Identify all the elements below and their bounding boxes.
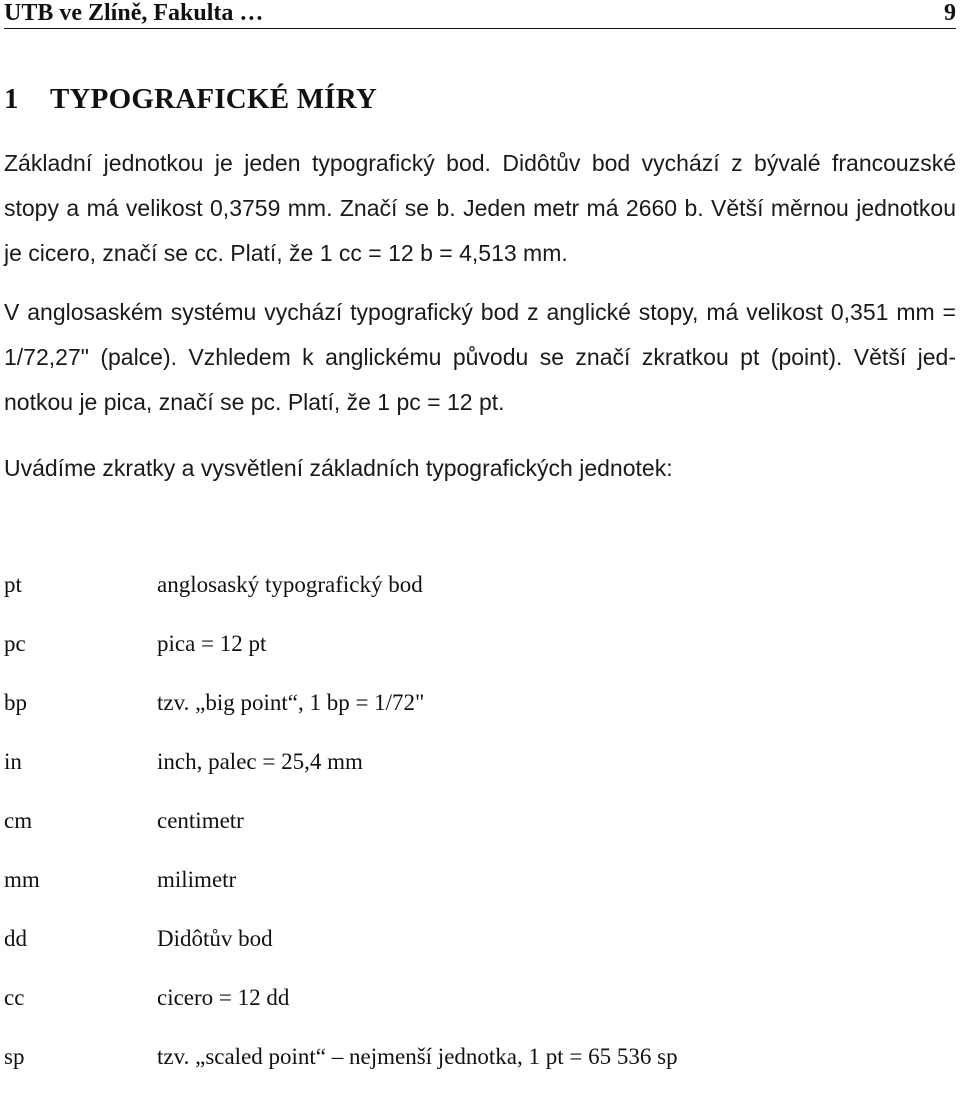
- chapter-number: 1: [4, 83, 19, 115]
- unit-abbreviation: pc: [4, 631, 26, 656]
- running-header: [4, 0, 956, 29]
- unit-abbreviation: dd: [4, 926, 27, 951]
- unit-abbreviation: cc: [4, 985, 25, 1010]
- chapter-title: [4, 80, 377, 118]
- units-list: [4, 562, 904, 1093]
- paragraph-intro-list: Uvádíme zkratky a vysvětlení základních typografických jednotek:: [4, 455, 673, 481]
- list-item: [4, 857, 904, 916]
- unit-description: inch, palec = 25,4 mm: [157, 749, 363, 774]
- page-number: 9: [944, 0, 956, 26]
- unit-description: Didôtův bod: [157, 926, 273, 951]
- header-title: UTB ve Zlíně, Fakulta …: [4, 0, 264, 26]
- list-item: [4, 562, 904, 621]
- unit-description: tzv. „big point“, 1 bp = 1/72": [157, 690, 425, 715]
- unit-description: centimetr: [157, 808, 244, 833]
- list-item: [4, 798, 904, 857]
- paragraph-base-unit: [4, 141, 956, 276]
- list-item: [4, 680, 904, 739]
- paragraph-line: 1/72,27" (palce). Vzhledem k anglickému původu se značí zkratkou pt (point). Větší jed-: [4, 344, 956, 370]
- paragraph-line: V anglosaském systému vychází typografický bod z anglické stopy, má velikost 0,351 mm =: [4, 299, 956, 325]
- paragraph-line: stopy a má velikost 0,3759 mm. Značí se b. Jeden metr má 2660 b. Větší měrnou jednotkou: [4, 195, 956, 221]
- unit-abbreviation: mm: [4, 867, 40, 892]
- unit-abbreviation: cm: [4, 808, 33, 833]
- unit-abbreviation: sp: [4, 1044, 25, 1069]
- list-item: [4, 1034, 904, 1093]
- list-item: [4, 975, 904, 1034]
- unit-description: cicero = 12 dd: [157, 985, 290, 1010]
- chapter-title-text: TYPOGRAFICKÉ MÍRY: [50, 83, 378, 115]
- paragraph-line: notkou je pica, značí se pc. Platí, že 1 pc = 12 pt.: [4, 389, 505, 415]
- unit-abbreviation: in: [4, 749, 22, 774]
- paragraph-line: Základní jednotkou je jeden typografický bod. Didôtův bod vychází z bývalé francouzské: [4, 150, 956, 176]
- unit-abbreviation: bp: [4, 690, 27, 715]
- list-item: [4, 916, 904, 975]
- list-item: [4, 739, 904, 798]
- paragraph-line: je cicero, značí se cc. Platí, že 1 cc = 12 b = 4,513 mm.: [4, 240, 568, 266]
- unit-description: tzv. „scaled point“ – nejmenší jednotka, 1 pt = 65 536 sp: [157, 1044, 678, 1069]
- paragraph-anglo-system: [4, 290, 956, 425]
- unit-description: pica = 12 pt: [157, 631, 267, 656]
- list-item: [4, 621, 904, 680]
- unit-description: milimetr: [157, 867, 237, 892]
- unit-abbreviation: pt: [4, 572, 22, 597]
- unit-description: anglosaský typografický bod: [157, 572, 423, 597]
